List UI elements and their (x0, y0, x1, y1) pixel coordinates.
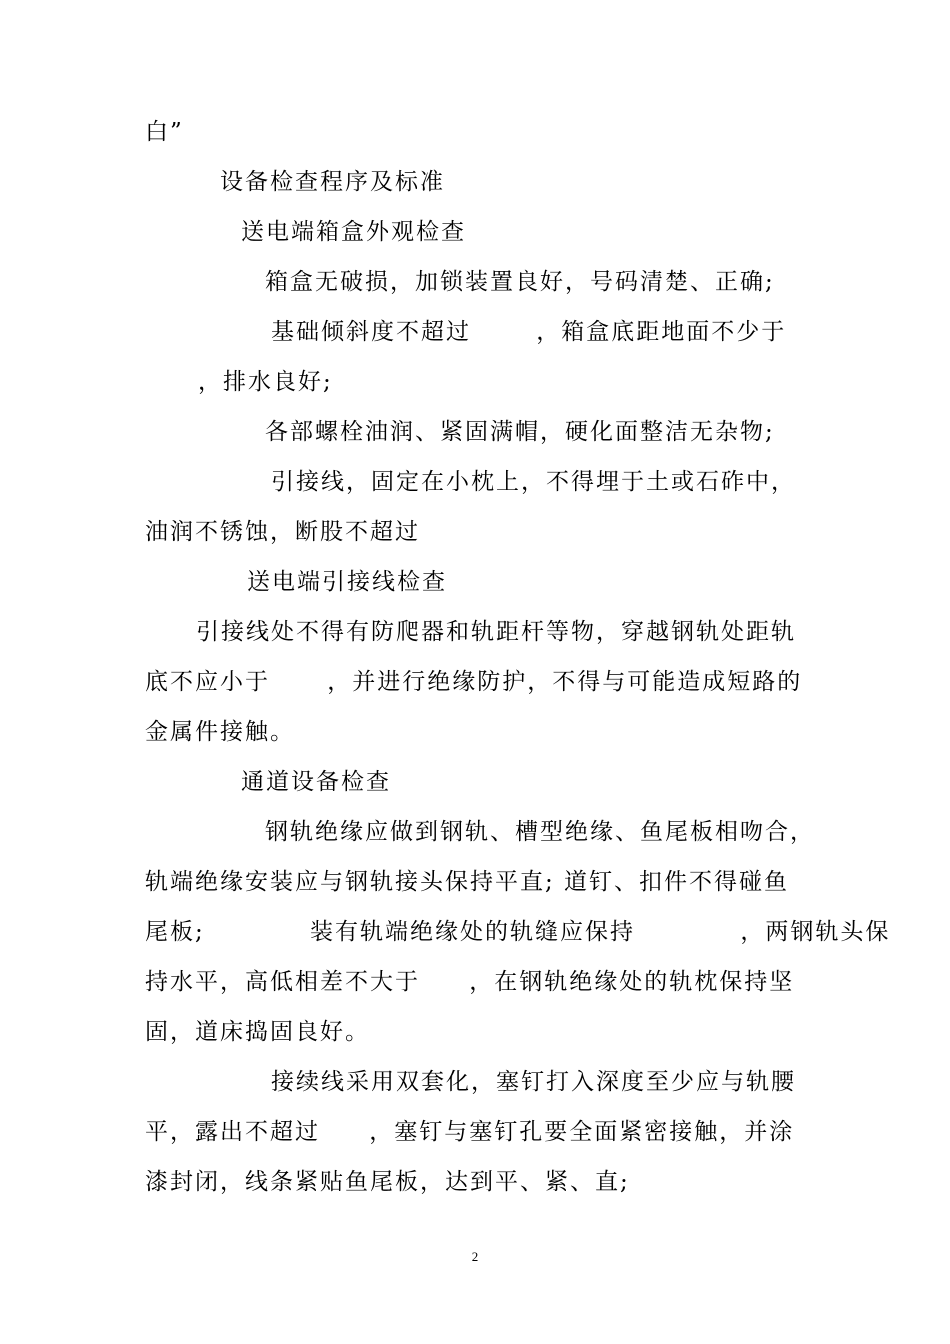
text-line: 引接线，固定在小枕上，不得埋于土或石砟中， (271, 469, 796, 495)
text-line: 各部螺栓油润、紧固满帽，硬化面整洁无杂物; (265, 419, 775, 445)
text-line: 平，露出不超过 ，塞钉与塞钉孔要全面紧密接触，并涂 (145, 1119, 795, 1145)
text-line: 引接线处不得有防爬器和轨距杆等物，穿越钢轨处距轨 (196, 619, 796, 645)
text-line: 金属件接触。 (145, 719, 295, 745)
text-line: 基础倾斜度不超过 ，箱盒底距地面不少于 (271, 319, 787, 345)
text-line: 箱盒无破损，加锁装置良好，号码清楚、正确; (265, 269, 775, 295)
subsection-heading: 送电端箱盒外观检查 (241, 219, 466, 245)
text-line: 钢轨绝缘应做到钢轨、槽型绝缘、鱼尾板相吻合， (265, 819, 815, 845)
text-line: 尾板; 装有轨端绝缘处的轨缝应保持 ，两钢轨头保 (145, 919, 891, 945)
page-number: 2 (471, 1249, 479, 1264)
text-line: 白” (145, 119, 184, 145)
text-line: ，排水良好; (198, 369, 333, 395)
text-line: 固，道床捣固良好。 (145, 1019, 370, 1045)
text-line: 接续线采用双套化，塞钉打入深度至少应与轨腰 (271, 1069, 796, 1095)
text-line: 漆封闭，线条紧贴鱼尾板，达到平、紧、直; (145, 1169, 630, 1195)
text-line: 油润不锈蚀，断股不超过 (145, 519, 420, 545)
section-heading: 设备检查程序及标准 (220, 169, 445, 195)
subsection-heading: 通道设备检查 (241, 769, 391, 795)
text-line: 底不应小于 ，并进行绝缘防护，不得与可能造成短路的 (145, 669, 803, 695)
text-line: 持水平，高低相差不大于 ，在钢轨绝缘处的轨枕保持坚 (145, 969, 795, 995)
text-line: 轨端绝缘安装应与钢轨接头保持平直; 道钉、扣件不得碰鱼 (145, 869, 790, 895)
subsection-heading: 送电端引接线检查 (247, 569, 447, 595)
